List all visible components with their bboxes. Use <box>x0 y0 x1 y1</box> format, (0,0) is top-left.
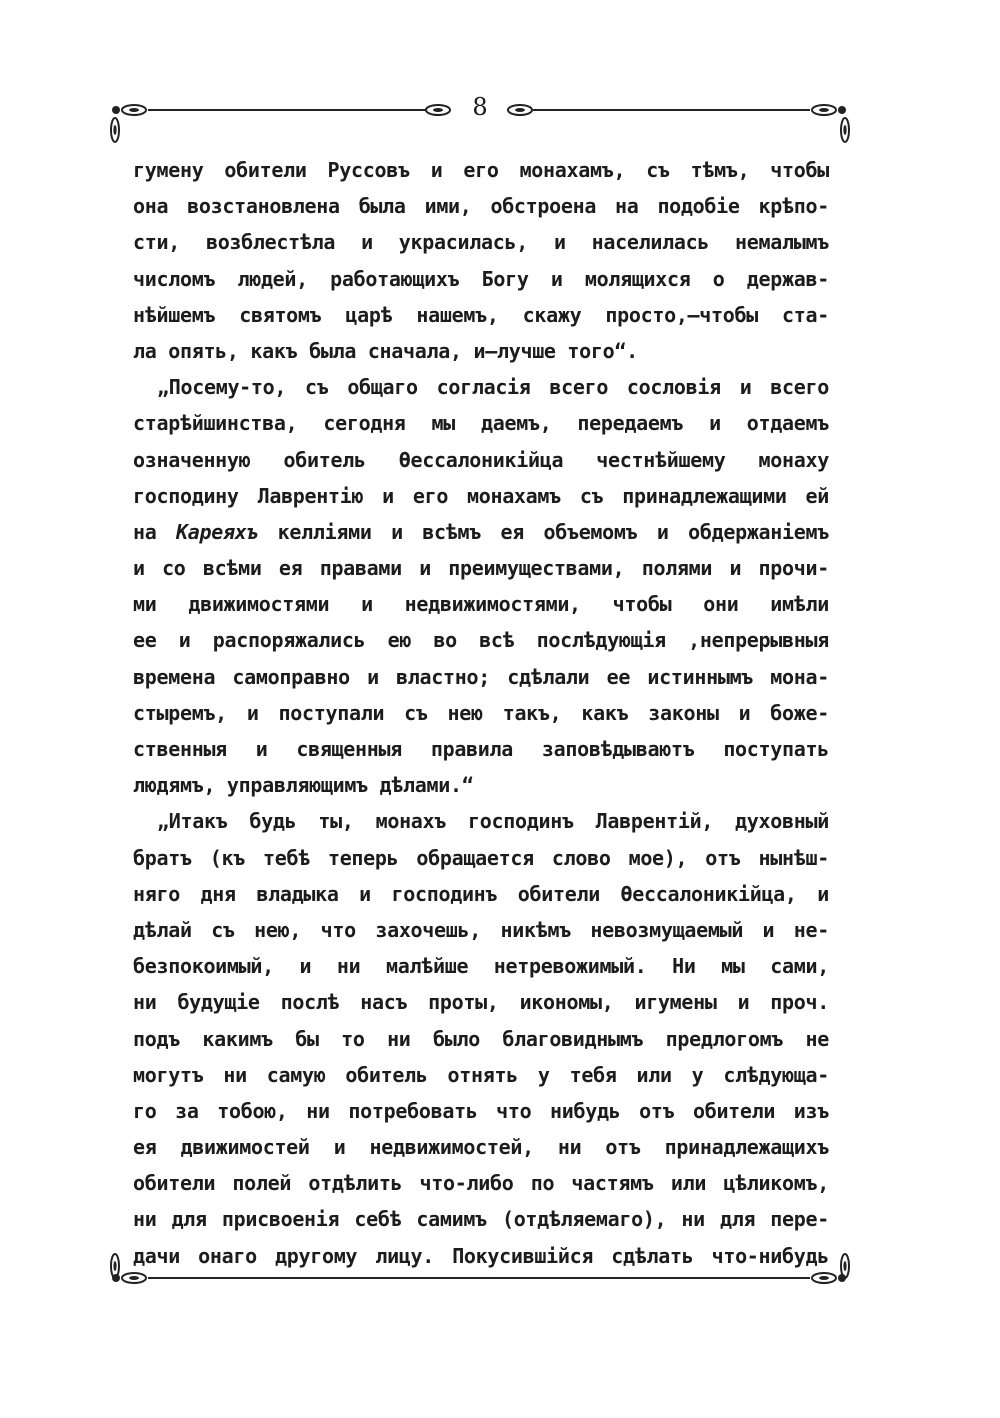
text-line-28: ея движимостей и недвижимостей, ни отъ принадлежащихъ <box>133 1135 829 1160</box>
bottom-right-corner-ornament-icon <box>812 1273 846 1283</box>
text-line-8: старѣйшинства, сегодня мы даемъ, передаемъ и отдаемъ <box>133 411 829 436</box>
text-line-11-start: на <box>133 519 157 544</box>
right-top-pendant-icon <box>841 118 849 142</box>
text-line-24: ни будущіе послѣ насъ проты, икономы, игумены и проч. <box>133 990 829 1015</box>
text-line-4: числомъ людей, работающихъ Богу и молящихся о держав- <box>133 266 829 291</box>
text-line-22: дѣлай съ нею, что захочешь, никѣмъ невозмущаемый и не- <box>133 917 829 942</box>
text-line-25: подъ какимъ бы то ни было благовиднымъ предлогомъ не <box>133 1026 829 1051</box>
text-line-29: обители полей отдѣлить что-либо по частямъ или цѣликомъ, <box>133 1171 829 1196</box>
text-line-17: ственныя и священныя правила заповѣдываютъ поступать <box>133 737 829 761</box>
text-line-3: сти, возблестѣла и украсилась, и населилась немалымъ <box>133 230 829 255</box>
bottom-left-corner-ornament-icon <box>112 1273 146 1283</box>
text-line-10: господину Лаврентію и его монахамъ съ принадлежащими ей <box>133 483 829 508</box>
text-line-14: ее и распоряжались ею во всѣ послѣдующія ,непрерывныя <box>133 628 829 653</box>
text-line-20: братъ (къ тебѣ теперь обращается слово мое), отъ нынѣш- <box>133 845 829 870</box>
text-line-1: гумену обители Руссовъ и его монахамъ, съ тѣмъ, чтобы <box>133 158 829 182</box>
text-line-5: нѣйшемъ святомъ царѣ нашемъ, скажу просто,—чтобы ста- <box>133 302 829 327</box>
text-line-26: могутъ ни самую обитель отнять у тебя или у слѣдующа- <box>133 1062 829 1087</box>
text-line-9: означенную обитель Өессалоникійца честнѣйшему монаху <box>133 447 829 472</box>
body-text <box>133 152 829 1274</box>
text-line-6: ла опять, какъ была сначала, и—лучше того“. <box>133 338 638 363</box>
text-line-16: стыремъ, и поступали съ нею такъ, какъ законы и боже- <box>133 700 829 725</box>
text-line-18: людямъ, управляющимъ дѣлами.“ <box>133 773 474 798</box>
text-line-11-end: келліями и всѣмъ ея объемомъ и обдержаніемъ <box>277 519 830 544</box>
text-line-7: „Посему-то, съ общаго согласія всего сословія и всего <box>157 375 829 400</box>
text-line-30: ни для присвоенія себѣ самимъ (отдѣляемаго), ни для пере- <box>133 1207 829 1232</box>
text-line-31: дачи онаго другому лицу. Покусившійся сдѣлать что-нибудь <box>133 1243 829 1268</box>
text-line-12: и со всѣми ея правами и преимуществами, полями и прочи- <box>133 556 829 581</box>
text-line-19: „Итакъ будь ты, монахъ господинъ Лаврентій, духовный <box>157 809 829 834</box>
text-line-23: безпокоимый, и ни малѣйше нетревожимый. Ни мы сами, <box>133 954 829 979</box>
text-line-11 <box>133 514 829 550</box>
left-top-pendant-icon <box>111 118 119 142</box>
text-line-27: го за тобою, ни потребовать что нибудь отъ обители изъ <box>133 1098 829 1123</box>
right-side-ornament <box>830 108 860 1288</box>
text-line-21: няго дня владыка и господинъ обители Өессалоникійца, и <box>133 881 829 906</box>
left-side-ornament <box>100 108 130 1288</box>
italic-place-name: Кареяхъ <box>175 519 259 544</box>
text-line-13: ми движимостями и недвижимостями, чтобы они имѣли <box>133 592 829 617</box>
text-line-2: она возстановлена была ими, обстроена на подобіе крѣпо- <box>133 194 829 219</box>
text-line-15: времена самоправно и властно; сдѣлали ее истиннымъ мона- <box>133 664 829 689</box>
page-number: 8 <box>472 93 488 121</box>
